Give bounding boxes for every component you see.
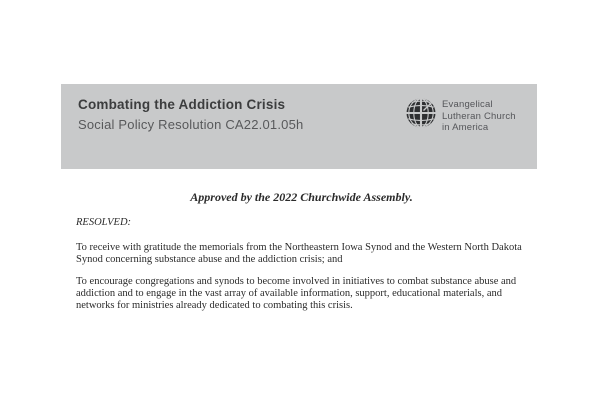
logo-org-name [442,98,516,134]
elca-globe-cross-icon [406,98,436,128]
paragraph-line: addiction and to engage in the vast array of available information, support, educational materials, and [76,288,502,300]
approved-line: Approved by the 2022 Churchwide Assembly. [190,190,413,204]
resolution-paragraph [76,276,538,313]
paragraph-line: networks for ministries already dedicated to combating this crisis. [76,300,353,312]
document-subtitle: Social Policy Resolution CA22.01.05h [78,117,304,132]
logo-org-line: in America [442,122,489,133]
paragraph-line: To encourage congregations and synods to become involved in initiatives to combat substance abuse and [76,276,517,287]
resolved-label: RESOLVED: [76,217,132,228]
logo-org-line: Lutheran Church [442,110,516,122]
paragraph-line: Synod concerning substance abuse and the addiction crisis; and [76,254,343,266]
elca-logo [406,98,516,134]
resolution-paragraph [76,242,538,266]
logo-org-line: Evangelical [442,99,493,110]
paragraph-line: To receive with gratitude the memorials from the Northeastern Iowa Synod and the Western North Dakota [76,242,522,253]
header-band [61,84,537,169]
document-title: Combating the Addiction Crisis [78,97,286,112]
